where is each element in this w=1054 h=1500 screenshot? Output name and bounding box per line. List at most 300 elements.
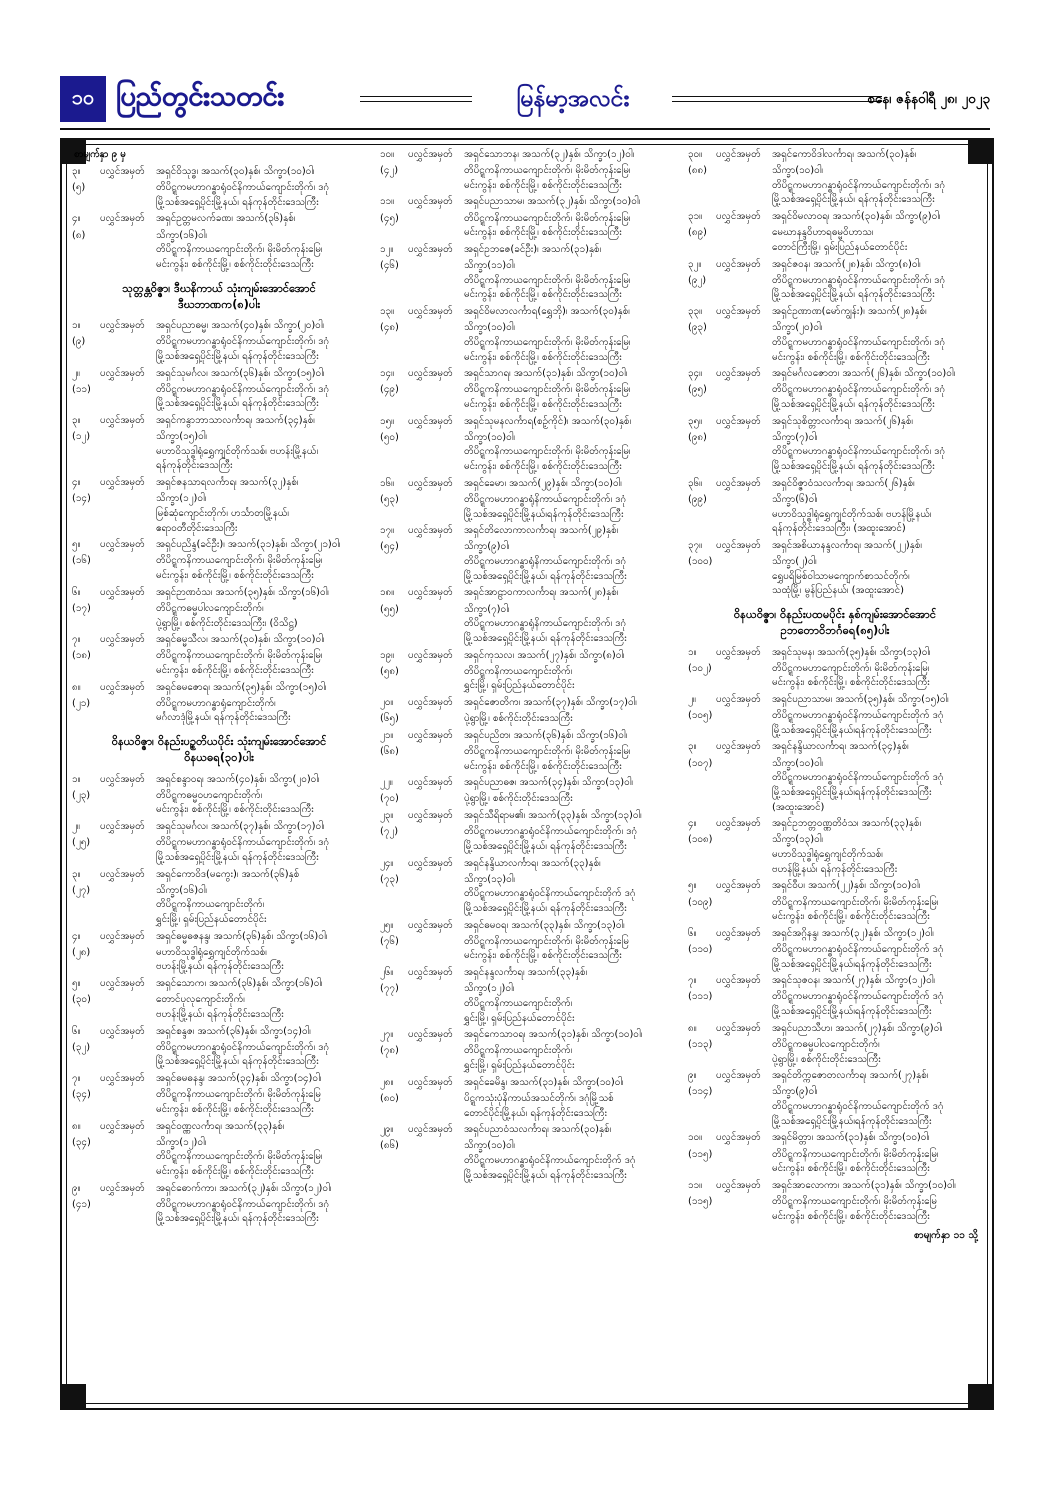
entry-detail-line: အရှင်သုမန၊ အသက်(၃၅)နှစ်၊ သိက္ခာ(၁၃)ဝါ၊	[772, 646, 931, 658]
entry-detail-line: တိပိဋ္ဋကမဟာဂန္ဓာရုံဝင်နိကာယ်ကျောင်းတိုက်၊ ဒဂုံ	[156, 182, 330, 194]
list-entry	[72, 820, 366, 865]
list-entry-continuation-line	[688, 786, 982, 801]
list-entry-continuation-line	[688, 863, 982, 878]
list-entry-continuation-line	[688, 274, 982, 289]
group-heading-line-2: ဥဘတောဝိဘင်္ဂဓရ(၈၅)ပါး	[780, 624, 890, 638]
entry-seat-number: (၇၇)	[380, 983, 399, 995]
list-entry-continuation-line	[380, 336, 674, 351]
list-entry-continuation-line	[688, 1100, 982, 1115]
entry-detail-line: သိက္ခာ(၁၆)ဝါ၊	[156, 884, 207, 896]
list-entry-first-line	[72, 773, 366, 788]
entry-seat-number: (၁၀၉)	[688, 896, 713, 908]
entry-number: ၁၁။	[380, 196, 395, 208]
entry-seat-number	[380, 1107, 408, 1122]
entry-detail-line: အရှင်စန္ဒာဝရ၊ အသက်(၄၀)နှစ်၊ သိက္ခာ(၂၀)ဝါ၊	[156, 773, 320, 785]
entry-detail-line: တိပိဋ္ဋကမဟာဂန္ဓာရုံဝင်နိကာယ်ကျောင်းတိုက်၊ ဒဂုံ	[772, 179, 946, 191]
entry-seat-number: (၂၇)	[72, 884, 91, 896]
list-entry	[380, 649, 674, 694]
entry-seat-number	[688, 910, 716, 925]
entry-indent-spacer	[100, 258, 156, 273]
list-entry	[688, 148, 982, 208]
list-entry-first-line	[72, 977, 366, 992]
list-entry	[72, 586, 366, 631]
entry-detail-line: တိပိဋ္ဋကမဟာဂန္ဓာရုံဝင်နိကာယ်ကျောင်းတိုက်၊ ဒဂုံ	[772, 336, 946, 348]
entry-indent-spacer	[408, 431, 464, 446]
entry-detail-line: အရှင်ဥတ္တမလက်ခဏ၊ အသက်(၃၆)နှစ်၊	[156, 213, 296, 225]
list-entry-continuation-line	[688, 570, 982, 585]
list-entry	[380, 524, 674, 584]
entry-number: ၃။	[72, 868, 81, 880]
entry-seat-number	[72, 617, 100, 632]
entry-indent-spacer	[408, 336, 464, 351]
entry-indent-spacer	[100, 993, 156, 1008]
entry-indent-spacer	[716, 1195, 772, 1210]
entry-indent-spacer	[100, 803, 156, 818]
entry-number: ၄။	[72, 477, 81, 489]
entry-seat-number: (၅၈)	[380, 665, 399, 677]
entry-indent-spacer	[408, 665, 464, 680]
list-entry-continuation-line	[72, 229, 366, 244]
entry-number: ၂၇။	[380, 1029, 394, 1041]
list-entry-continuation-line	[380, 259, 674, 274]
entry-detail-line: အရှင်ကောဝိဒ(မကွေး)၊ အသက်(၃၆)နှစ်	[156, 868, 300, 880]
issue-date: စနေ၊ ဇန်နဝါရီ ၂၈၊ ၂၀၂၃	[867, 91, 990, 107]
list-entry	[380, 477, 674, 522]
entry-seat-number: (၁၂)	[72, 431, 91, 443]
entry-number: ၈။	[72, 681, 81, 693]
column-1	[72, 148, 366, 1400]
entry-number: ၆။	[72, 1025, 81, 1037]
list-entry-continuation-line	[72, 1136, 366, 1151]
list-entry-first-line	[380, 195, 674, 210]
entry-seat-number	[688, 336, 716, 351]
entry-seat-number: (၁၀၂)	[688, 662, 712, 674]
list-entry-first-line	[380, 305, 674, 320]
entry-detail-line: သိက္ခာ(၆)ဝါ၊	[772, 493, 818, 505]
list-entry-first-line	[688, 415, 982, 430]
list-entry-continuation-line	[380, 398, 674, 413]
list-entry-continuation-line	[72, 430, 366, 445]
masthead-rule-left	[360, 96, 472, 102]
entry-detail-line: တိပိဋ္ဋကနိကာယကျောင်းတိုက်၊ မိုးမိတ်ကုန်းမြေ၊	[464, 745, 631, 757]
entry-detail-line: တိပိဋ္ဋကမဟာဂန္ဓာရုံနိကာယ်ကျောင်းတိုက်၊ ဒဂုံ	[464, 556, 627, 568]
entry-detail-line: တိပိဋ္ဋကနိကာယကျောင်းတိုက်၊ မိုးမိတ်ကုန်းမြေ၊	[772, 896, 939, 908]
entry-detail-line: အရှင်ဝိမလာလင်္ကာရ(ရွှေဘို)၊ အသက်(၃၀)နှစ်၊	[464, 306, 630, 318]
entry-indent-spacer	[716, 226, 772, 241]
entry-detail-line: တိပိဋ္ဋကမဟာဂန္ဓာရုံဝင်နိကာယ်ကျောင်းတိုက် ဒဂုံ	[464, 888, 636, 900]
entry-detail-line: မင်းကွန်း၊ စစ်ကိုင်းမြို့၊ စစ်ကိုင်းတိုင်းဒေသကြီး	[464, 289, 622, 301]
entry-indent-spacer	[408, 351, 464, 366]
entry-indent-spacer	[408, 508, 464, 523]
entry-detail-line: အရှင်ပညာသာမ၊ အသက်(၃၂)နှစ်၊ သိက္ခာ(၁၀)ဝါ၊	[464, 196, 641, 208]
entry-seat-number	[72, 196, 100, 211]
list-entry	[688, 817, 982, 877]
entry-detail-line: တိပိဋ္ဋကမဟာဂန္ဓာရုံဝင်နိကာယ်ကျောင်းတိုက် ဒဂုံ	[772, 772, 944, 784]
entry-detail-line: မင်္ဂလာဒုံမြို့နယ်၊ ရန်ကုန်တိုင်းဒေသကြီး	[156, 712, 291, 724]
entry-detail-line: အရှင်စန္ဒဇ၊ အသက်(၃၆)နှစ်၊ သိက္ခာ(၁၄)ဝါ၊	[156, 1025, 311, 1037]
entry-indent-spacer	[408, 1092, 464, 1107]
list-entry-continuation-line	[72, 492, 366, 507]
entry-seat-number	[688, 1162, 716, 1177]
entry-indent-spacer	[716, 848, 772, 863]
entry-detail-line: အရှင်ဓမဇောရ၊ အသက်(၃၅)နှစ်၊ သိက္ခာ(၁၅)ဝါ၊	[156, 681, 327, 693]
list-entry-continuation-line	[688, 910, 982, 925]
entry-indent-spacer	[716, 910, 772, 925]
entry-indent-spacer	[100, 1150, 156, 1165]
entry-detail-line: သိက္ခာ(၇)ဝါ၊	[772, 431, 818, 443]
entry-number: ၁၀။	[688, 1132, 703, 1144]
entry-detail-line: ပုဲ့ရွာမြို့၊ စစ်ကိုင်းတိုင်းဒေသကြီး	[464, 793, 573, 805]
list-entry-continuation-line	[380, 493, 674, 508]
list-entry-continuation-line	[380, 431, 674, 446]
entry-detail-line: ရွှင်းမြို့၊ ရှမ်းပြည်နယ်တောင်ပိုင်း	[156, 914, 267, 925]
entry-number: ၃၇။	[688, 539, 703, 551]
entry-seat-number	[72, 522, 100, 537]
list-entry-first-line	[688, 258, 982, 273]
list-entry	[380, 1028, 674, 1073]
entry-detail-line: တိပိဋ္ဋကနိကာယကျောင်းတိုက်၊ မိုးမိတ်ကုန်းမြေ	[156, 1089, 321, 1101]
entry-detail-line: အရှင်ကနွာဘာသာလင်္ကာရ၊ အသက်(၃၄)နှစ်၊	[156, 415, 315, 426]
entry-seat-number: (၁၆)	[72, 555, 91, 567]
list-entry-continuation-line	[72, 554, 366, 569]
entry-detail-line: မြို့သစ်အရှေ့ပိုင်းမြို့နယ်၊ရန်ကုန်တိုင်းဒေသကြီး	[772, 1006, 932, 1018]
entry-seat-number	[688, 570, 716, 585]
entry-seat-number	[688, 1115, 716, 1130]
list-entry-continuation-line	[72, 1198, 366, 1213]
entry-detail-line: မြို့သစ်အရှေ့ပိုင်းမြို့နယ်၊ရန်ကုန်တိုင်းဒေသကြီး	[772, 786, 932, 798]
entry-seat-number	[688, 584, 716, 599]
entry-seat-number: (၄၂)	[380, 165, 399, 177]
entry-detail-line: မြို့သစ်အရှေ့ပိုင်းမြို့နယ်၊ရန်ကုန်တိုင်းဒေသကြီး	[464, 508, 624, 520]
entry-detail-line: မင်းကွန်း၊ စစ်ကိုင်းမြို့၊ စစ်ကိုင်းတိုင်းဒေသကြီး	[464, 461, 622, 473]
entry-indent-spacer	[100, 1055, 156, 1070]
list-entry-continuation-line	[688, 771, 982, 786]
list-entry-first-line	[72, 319, 366, 334]
entry-indent-spacer	[716, 1162, 772, 1177]
entry-number: ၁။	[688, 646, 697, 658]
list-entry-first-line	[688, 693, 982, 708]
entry-indent-spacer	[100, 1088, 156, 1103]
list-entry-continuation-line	[72, 789, 366, 804]
entry-detail-line: အရှင်နန္ဒိယာလင်္ကာရ၊ အသက်(၃၃)နှစ်၊	[464, 857, 601, 869]
entry-seat-label: ပလွှင်အမှတ်	[100, 634, 145, 646]
entry-detail-line: တိပိဋ္ဋကနိကာယကျောင်းတိုက်၊ မိုးမိတ်ကုန်းမြေ၊	[156, 650, 323, 662]
entry-number: ၅။	[72, 539, 81, 551]
entry-detail-line: မင်းကွန်း၊ စစ်ကိုင်းမြို့၊ စစ်ကိုင်းတိုင်းဒေသကြီး	[772, 1163, 930, 1175]
entry-seat-label: ပလွှင်အမှတ်	[716, 880, 761, 892]
entry-number: ၃။	[72, 166, 81, 177]
entry-seat-number	[380, 997, 408, 1012]
list-entry-continuation-line	[380, 1044, 674, 1059]
list-entry-continuation-line	[688, 336, 982, 351]
entry-indent-spacer	[100, 711, 156, 726]
entry-seat-number	[688, 958, 716, 973]
entry-seat-number: (၇၈)	[380, 1045, 399, 1057]
entry-detail-line: အရှင်အဂ္ဂိနန္ဒ၊ အသက်(၃၂)နှစ်၊ သိက္ခာ(၁၂)ဝါ၊	[772, 927, 934, 939]
list-entry-first-line	[380, 1028, 674, 1043]
entry-detail-line: ပုဲ့ရွာမြို့၊ စစ်ကိုင်းတိုင်းဒေသကြီး	[772, 1053, 881, 1065]
list-entry-continuation-line	[688, 801, 982, 816]
entry-detail-line: သိက္ခာ(၁၀)ဝါ၊	[772, 757, 823, 769]
entry-detail-line: အရှင်ပညာဝံသလင်္ကာရ၊ အသက်(၃၀)နှစ်၊	[464, 1124, 612, 1136]
entry-seat-label: ပလွှင်အမှတ်	[716, 368, 761, 380]
entry-detail-line: ဗဟန်မြို့နယ်၊ ရန်ကုန်တိုင်းဒေသကြီး	[772, 863, 898, 875]
entry-indent-spacer	[100, 492, 156, 507]
entry-seat-number	[72, 898, 100, 913]
entry-seat-number: (၁၄)	[72, 493, 91, 505]
list-entry	[72, 212, 366, 272]
entry-detail-line: ရန်ကုန်တိုင်းဒေသကြီး	[156, 460, 233, 472]
list-entry-continuation-line	[72, 884, 366, 899]
entry-number: ၃၁။	[688, 211, 703, 223]
entry-seat-number	[688, 241, 716, 256]
entry-seat-label: ပလွှင်အမှတ်	[716, 477, 761, 489]
entry-number: ၂၄။	[380, 857, 394, 869]
list-entry-first-line	[72, 367, 366, 382]
entry-seat-number: (၂၅)	[72, 837, 91, 849]
entry-indent-spacer	[100, 836, 156, 851]
entry-detail-line: မင်းကွန်း၊ စစ်ကိုင်းမြို့၊ စစ်ကိုင်းတိုင်းဒေသကြီး	[464, 399, 622, 410]
entry-seat-label: ပလွှင်အမှတ်	[100, 1025, 145, 1037]
entry-seat-number: (၁၀၈)	[688, 834, 713, 846]
list-entry-first-line	[72, 820, 366, 835]
list-entry	[688, 879, 982, 924]
entry-seat-number	[72, 664, 100, 679]
list-entry-continuation-line	[72, 181, 366, 196]
entry-detail-line: တိပိဋ္ဋကနိကာယကျောင်းတိုက်၊ မိုးမိတ်ကုန်းမြေ၊	[464, 336, 631, 348]
entry-indent-spacer	[408, 1154, 464, 1169]
entry-detail-line: တိပိဋ္ဋကဓမ္မဝဟကျောင်းတိုက်၊	[156, 789, 263, 801]
list-entry-first-line	[688, 539, 982, 554]
entry-seat-number: (၄၁)	[72, 1198, 91, 1210]
entry-detail-line: အရှင်ဝဏ္ဏလင်္ကာရ၊ အသက်(၃၃)နှစ်၊	[156, 1120, 285, 1132]
entry-indent-spacer	[100, 898, 156, 913]
entry-seat-number	[380, 555, 408, 570]
entry-detail-line: တိပိဋ္ဋကနိကာယကျောင်းတိုက်၊ မိုးမိတ်ကုန်းမြေ၊	[156, 244, 323, 256]
list-entry-first-line	[72, 476, 366, 491]
list-entry-continuation-line	[380, 887, 674, 902]
list-entry	[688, 539, 982, 599]
entry-indent-spacer	[716, 896, 772, 911]
entry-detail-line: တိပိဋ္ဋကနိကာယကျောင်းတိုက်၊	[156, 899, 265, 911]
entry-detail-line: မင်းကွန်း၊ စစ်ကိုင်းမြို့၊ စစ်ကိုင်းတိုင်းဒေသကြီး	[156, 1166, 314, 1177]
list-entry-first-line	[688, 646, 982, 661]
entry-seat-label: ပလွှင်အမှတ်	[716, 1179, 761, 1191]
entry-detail-line: မင်းကွန်း၊ စစ်ကိုင်းမြို့၊ စစ်ကိုင်းတိုင်းဒေသကြီး	[464, 351, 622, 363]
entry-detail-line: တိပိဋ္ဋကမဟာဂန္ဓာရုံဝင်နိကာယ်ကျောင်းတိုက်၊ ဒဂုံ	[156, 837, 330, 849]
list-entry-first-line	[380, 649, 674, 664]
entry-seat-label: ပလွှင်အမှတ်	[408, 810, 453, 822]
entry-detail-line: အရှင်သုမနလင်္ကာရ(စဉ့်ကိုင်)၊ အသက်(၃၀)နှစ်၊	[464, 415, 632, 427]
entry-detail-line: တိပိဋ္ဋကနိကာယကျောင်းတိုက်၊ မိုးမိတ်ကုန်းမြေ၊	[464, 446, 631, 458]
list-entry-continuation-line	[688, 431, 982, 446]
list-entry-first-line	[688, 367, 982, 382]
entry-seat-label: ပလွှင်အမှတ်	[408, 525, 453, 537]
list-entry-continuation-line	[380, 460, 674, 475]
list-entry-continuation-line	[380, 617, 674, 632]
entry-seat-number	[380, 1154, 408, 1169]
entry-detail-line: တိပိဋ္ဋကနိကာယကျောင်းတိုက်၊ မိုးမိတ်ကုန်းမြေ၊	[156, 1151, 323, 1163]
entry-detail-line: အရှင်ဥဏာဏ(မော်ကျွန်း)၊ အသက်(၂၈)နှစ်၊	[772, 306, 927, 318]
entry-seat-number: (၆၅)	[380, 713, 399, 725]
list-entry	[72, 476, 366, 536]
entry-indent-spacer	[716, 274, 772, 289]
entry-detail-line: မြို့သစ်အရှေ့ပိုင်းမြို့နယ်၊ ရန်ကုန်တိုင်းဒေသကြီး	[772, 399, 935, 410]
entry-seat-number	[688, 288, 716, 303]
list-entry-continuation-line	[688, 398, 982, 413]
entry-indent-spacer	[100, 522, 156, 537]
entry-seat-number	[380, 887, 408, 902]
entry-detail-line: မဟာဝိသုဒ္ဓါရုံရွှေကျင်တိုက်သစ်၊	[156, 946, 267, 958]
entry-detail-line: တိပိဋ္ဋကမဟာဂန္ဓာရုံဝင်နိကာယ်ကျောင်းတိုက်၊ ဒဂုံ	[156, 336, 330, 348]
entry-indent-spacer	[408, 179, 464, 194]
entry-number: ၉။	[72, 1182, 81, 1194]
list-entry-continuation-line	[688, 193, 982, 208]
entry-indent-spacer	[100, 649, 156, 664]
entry-seat-number	[72, 803, 100, 818]
entry-detail-line: သိက္ခာ(၁၅)ဝါ၊	[156, 431, 207, 443]
list-entry-continuation-line	[380, 679, 674, 694]
list-entry-first-line	[688, 817, 982, 832]
entry-detail-line: အရှင်ပညာသီဟ၊ အသက်(၂၇)နှစ်၊ သိက္ခာ(၉)ဝါ၊	[772, 1022, 943, 1034]
entry-indent-spacer	[408, 555, 464, 570]
entry-detail-line: သိက္ခာ(၉)ဝါ၊	[464, 541, 510, 553]
list-entry-continuation-line	[688, 958, 982, 973]
list-entry-continuation-line	[380, 902, 674, 917]
list-entry-first-line	[72, 868, 366, 883]
list-entry	[72, 1182, 366, 1227]
entry-seat-label: ပလွှင်အမှတ်	[100, 681, 145, 693]
list-entry-first-line	[380, 1123, 674, 1138]
list-entry-continuation-line	[72, 1041, 366, 1056]
entry-detail-line: သိက္ခာ(၁၆)ဝါ၊	[156, 229, 207, 241]
entry-seat-number: (၅)	[72, 182, 86, 194]
entry-seat-number	[688, 771, 716, 786]
entry-seat-number	[380, 570, 408, 585]
list-entry-continuation-line	[72, 459, 366, 474]
entry-detail-line: ဗဟန်းမြို့နယ်၊ ရန်ကုန်တိုင်းဒေသကြီး	[156, 1008, 284, 1020]
entry-seat-number: (၆၈)	[380, 745, 399, 757]
masthead	[60, 72, 990, 130]
list-entry-continuation-line	[72, 1055, 366, 1070]
entry-detail-line: အရှင်သုမင်္ဂလ၊ အသက်(၃၆)နှစ်၊ သိက္ခာ(၁၅)ဝါ၊	[156, 367, 325, 379]
list-entry	[380, 919, 674, 964]
entry-detail-line: အရှင်ပညာဓဇ၊ အသက်(၃၄)နှစ်၊ သိက္ခာ(၁၃)ဝါ၊	[464, 777, 633, 789]
entry-indent-spacer	[100, 445, 156, 460]
list-entry-continuation-line	[380, 873, 674, 888]
entry-indent-spacer	[408, 540, 464, 555]
entry-detail-line: အရှင်သောဘန၊ အသက်(၃၂)နှစ်၊ သိက္ခာ(၁၂)ဝါ၊	[464, 149, 635, 160]
entry-detail-line: ရွှင်းမြို့၊ ရှမ်းပြည်နယ်တောင်ပိုင်း	[464, 1012, 575, 1024]
entry-indent-spacer	[716, 833, 772, 848]
entry-detail-line: အရှင်ဥဘတ္တဝဏ္ဏတိဝံသ၊ အသက်(၃၃)နှစ်၊	[772, 818, 922, 830]
entry-detail-line: တိပိဋ္ဋကမဟာဂန္ဓာရုံနိကာယ်ကျောင်းတိုက်၊ ဒဂုံ	[464, 618, 627, 630]
entry-seat-number	[380, 632, 408, 647]
entry-detail-line: ရန်ကုန်တိုင်းဒေသကြီး၊ (အထူးအောင်)	[772, 523, 906, 535]
entry-indent-spacer	[408, 825, 464, 840]
entry-number: ၁၃။	[380, 306, 395, 318]
entry-detail-line: သိက္ခာ(၁၂)ဝါ၊	[464, 983, 515, 995]
entry-detail-line: သိက္ခာ(၇)ဝါ၊	[464, 603, 510, 615]
entry-seat-number: (၁၁၁)	[688, 991, 713, 1003]
entry-detail-line: တိပိဋ္ဋကမဟာဂန္ဓာရုံဝင်နိကာယ်ကျောင်းတိုက် ဒဂုံ	[464, 1155, 636, 1166]
entry-seat-number	[688, 786, 716, 801]
entry-indent-spacer	[408, 603, 464, 618]
entry-detail-line: တိပိဋ္ဋကမဟာဂန္ဓာရုံဝင်နိကာယ်ကျောင်းတိုက်၊ ဒဂုံ	[156, 1041, 330, 1053]
entry-seat-number: (၅၄)	[380, 541, 399, 553]
entry-seat-label: ပလွှင်အမှတ်	[100, 213, 145, 225]
entry-detail-line: မင်းကွန်း၊ စစ်ကိုင်းမြို့၊ စစ်ကိုင်းတိုင်းဒေသကြီး	[464, 227, 622, 239]
entry-seat-number: (၃၀)	[72, 994, 91, 1006]
entry-seat-number	[72, 258, 100, 273]
entry-seat-label: ပလွှင်အမှတ်	[408, 196, 453, 208]
entry-seat-label: ပလွှင်အမှတ်	[100, 930, 145, 942]
entry-detail-line: တိပိဋ္ဋကနိကာယကျောင်းတိုက်၊ မိုးမိတ်ကုန်းမြေ၊	[464, 165, 631, 177]
entry-detail-line: မြို့သစ်အရှေ့ပိုင်းမြို့နယ်၊ ရန်ကုန်တိုင်းဒေသကြီး	[156, 196, 319, 208]
list-entry	[688, 415, 982, 475]
section-title: ပြည်တွင်းသတင်း	[116, 81, 285, 112]
entry-indent-spacer	[408, 617, 464, 632]
entry-seat-number	[688, 1053, 716, 1068]
entry-detail-line: အရှင်ဝီပ၊ အသက်(၂၂)နှစ်၊ သိက္ခာ(၁၀)ဝါ၊	[772, 880, 921, 892]
list-entry	[380, 195, 674, 240]
list-entry	[380, 966, 674, 1026]
list-entry-continuation-line	[380, 935, 674, 950]
list-entry	[72, 319, 366, 364]
entry-detail-line: တိပိဋ္ဋကဓမ္မပါလကျောင်းတိုက်၊	[772, 1038, 880, 1050]
entry-seat-number	[688, 1005, 716, 1020]
entry-detail-line: တိပိဋ္ဋကမဟာဂန္ဓာရုံဝင်နိကာယ်ကျောင်းတိုက်၊ ဒဂုံ	[772, 384, 946, 396]
list-entry-continuation-line	[380, 383, 674, 398]
entry-seat-number	[72, 1150, 100, 1165]
list-entry-continuation-line	[72, 383, 366, 398]
entry-detail-line: မင်းကွန်း၊ စစ်ကိုင်းမြို့၊ စစ်ကိုင်းတိုင်းဒေသကြီး	[772, 1210, 930, 1222]
entry-number: ၈။	[688, 1022, 697, 1034]
entry-detail-line: တိပိဋ္ဋကနိကာယကျောင်းတိုက်၊ မိုးမိတ်ကုန်းမြေ၊	[464, 384, 631, 396]
entry-detail-line: တိပိဋ္ဋကနိကာယကျောင်းတိုက်၊ မိုးမိတ်ကုန်းမြေ	[464, 935, 629, 947]
entry-seat-number	[72, 851, 100, 866]
list-entry	[380, 586, 674, 646]
masthead-rule-right	[672, 96, 882, 102]
list-entry-first-line	[380, 586, 674, 601]
entry-number: ၃၅။	[688, 415, 703, 427]
entry-indent-spacer	[100, 350, 156, 365]
entry-indent-spacer	[408, 288, 464, 303]
list-entry-continuation-line	[380, 825, 674, 840]
list-entry-continuation-line	[380, 321, 674, 336]
list-entry-continuation-line	[380, 555, 674, 570]
entry-seat-number	[688, 193, 716, 208]
entry-detail-line: မဟာဝိသုဒ္ဓါရုံရွှေကျင်တိုက်သစ်၊ ဗဟန်းမြို့နယ်၊	[156, 445, 319, 457]
entry-seat-number: (၈၆)	[380, 1140, 399, 1152]
entry-number: ၉။	[688, 1070, 697, 1082]
entry-number: ၄။	[688, 818, 697, 830]
entry-detail-line: ရွှင်းမြို့၊ ရှမ်းပြည်နယ်တောင်ပိုင်း	[464, 680, 575, 692]
entry-indent-spacer	[716, 193, 772, 208]
entry-detail-line: သိက္ခာ(၁၀)ဝါ၊	[772, 165, 823, 177]
entry-detail-line: တိပိဋ္ဋကနိကာယကျောင်းတိုက်၊ မိုးမိတ်ကုန်းမြေ	[772, 1195, 937, 1207]
entry-indent-spacer	[716, 771, 772, 786]
column-3	[688, 148, 982, 1400]
entry-number: ၅။	[688, 880, 697, 892]
entry-indent-spacer	[408, 212, 464, 227]
entry-number: ၃၂။	[688, 258, 702, 270]
entry-number: ၇။	[688, 975, 697, 987]
list-entry-continuation-line	[380, 1059, 674, 1074]
entry-indent-spacer	[100, 569, 156, 584]
entry-seat-number	[380, 398, 408, 413]
list-entry-continuation-line	[72, 397, 366, 412]
